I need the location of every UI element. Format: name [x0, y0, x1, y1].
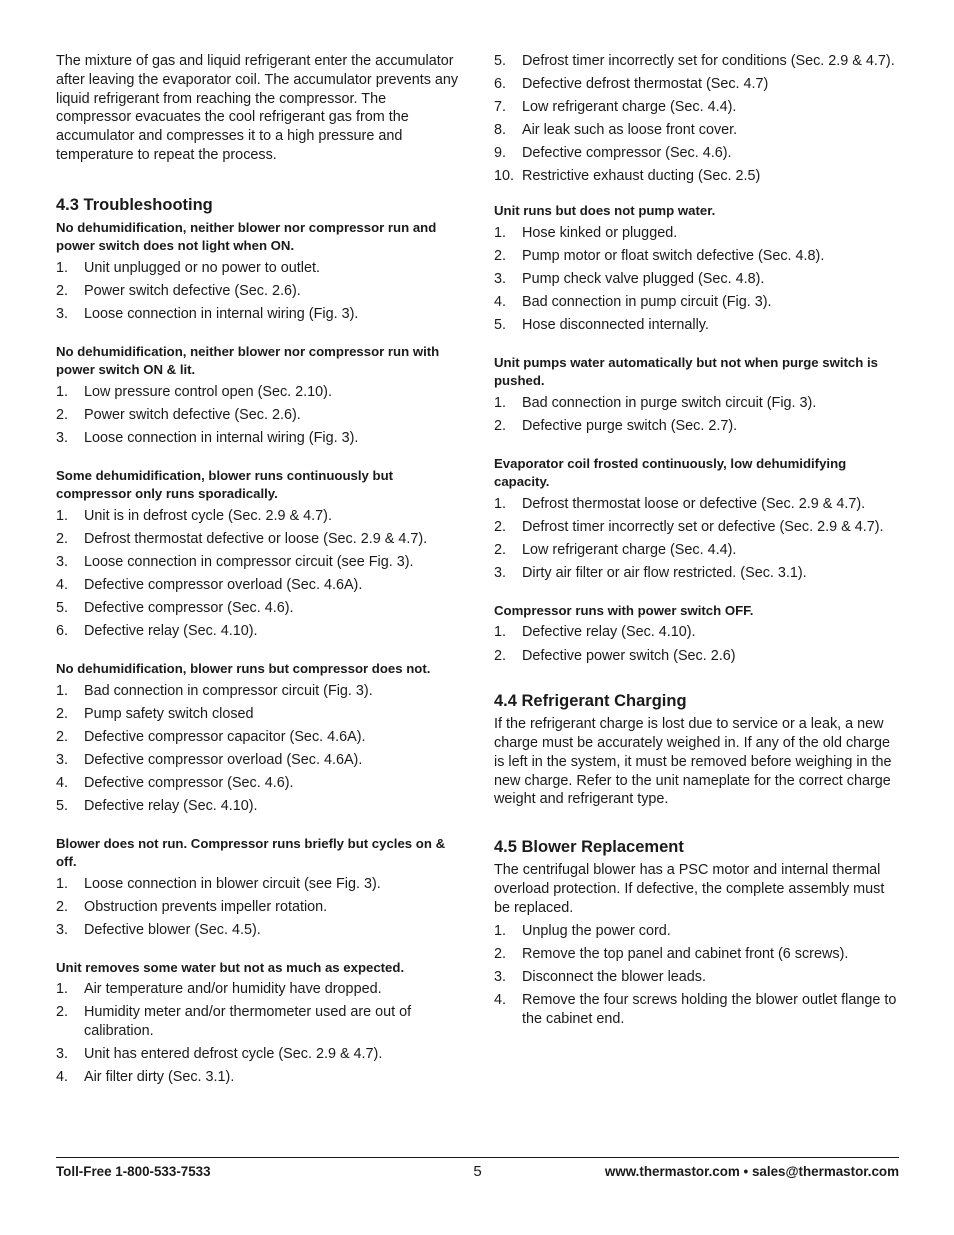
list-item-number: 2. [494, 247, 507, 264]
list-item-text: Low refrigerant charge (Sec. 4.4). [522, 99, 737, 116]
troubleshooting-group [56, 343, 461, 448]
list-item-number: 3. [494, 565, 507, 582]
cause-list [56, 383, 461, 448]
list-item [56, 797, 461, 816]
symptom-heading: Compressor runs with power switch OFF. [494, 602, 754, 618]
list-item [56, 576, 461, 595]
list-item [494, 495, 900, 514]
list-item-text: Loose connection in internal wiring (Fig. 3). [84, 429, 359, 446]
list-item-text: Defrost timer incorrectly set or defective (Sec. 2.9 & 4.7). [522, 518, 884, 535]
list-item-number: 5. [56, 600, 69, 617]
list-item-number: 7. [494, 99, 507, 116]
list-item [56, 622, 461, 641]
list-item [494, 945, 900, 964]
list-item [56, 1045, 461, 1064]
list-item [494, 224, 900, 243]
list-item-number: 2. [56, 728, 69, 745]
list-item [494, 144, 900, 163]
list-item-number: 1. [56, 259, 69, 276]
list-item-number: 2. [56, 1004, 69, 1021]
charging-paragraph: If the refrigerant charge is lost due to service or a leak, a new charge must be accurately weighed in. If any of the old charge is left in the system, it must be removed before weighing in the new charge. Refer to the unit nameplate for the correct charge weight and refrigerant type. [494, 716, 892, 808]
list-item-text: Power switch defective (Sec. 2.6). [84, 282, 301, 299]
list-item-number: 3. [494, 270, 507, 287]
list-item-text: Defrost timer incorrectly set for conditions (Sec. 2.9 & 4.7). [522, 53, 895, 69]
list-item-text: Humidity meter and/or thermometer used are out of calibration. [84, 1004, 412, 1040]
list-item-text: Loose connection in internal wiring (Fig. 3). [84, 305, 359, 322]
list-item [494, 518, 900, 537]
list-item-number: 1. [56, 507, 69, 524]
cause-list [494, 224, 900, 335]
list-item-number: 3. [56, 305, 69, 322]
list-item [494, 316, 900, 335]
blower-steps-list [494, 922, 900, 1029]
list-item-number: 2. [494, 647, 507, 664]
list-item [494, 417, 900, 436]
list-item-number: 2. [494, 418, 507, 435]
list-item [56, 1068, 461, 1087]
symptom-heading: Unit removes some water but not as much as expected. [56, 959, 405, 975]
list-item-number: 3. [494, 968, 507, 985]
list-item-text: Defective compressor (Sec. 4.6). [84, 774, 294, 791]
list-item-number: 4. [494, 991, 507, 1008]
list-item-number: 1. [56, 383, 69, 400]
list-item-text: Defective compressor overload (Sec. 4.6A). [84, 577, 363, 594]
troubleshooting-group [56, 219, 461, 324]
list-item-number: 2. [56, 406, 69, 423]
list-item-text: Air temperature and/or humidity have dropped. [84, 981, 382, 998]
list-item [56, 774, 461, 793]
cause-list [56, 875, 461, 940]
symptom-heading: Unit pumps water automatically but not when purge switch is pushed. [494, 354, 878, 389]
list-item-text: Bad connection in purge switch circuit (Fig. 3). [522, 394, 817, 411]
list-item [56, 599, 461, 618]
list-item-text: Defective relay (Sec. 4.10). [84, 797, 258, 814]
list-item [494, 968, 900, 987]
list-item [56, 282, 461, 301]
list-item-number: 2. [494, 518, 507, 535]
list-item [494, 121, 900, 140]
list-item-number: 9. [494, 145, 507, 162]
page-footer [56, 1157, 899, 1180]
list-item-number: 6. [494, 76, 507, 93]
list-item [56, 751, 461, 770]
list-item-number: 1. [494, 224, 507, 241]
list-item-text: Unit has entered defrost cycle (Sec. 2.9 & 4.7). [84, 1046, 383, 1063]
symptom-heading: No dehumidification, neither blower nor compressor run and power switch does not light when ON. [56, 219, 437, 254]
list-item-text: Loose connection in compressor circuit (see Fig. 3). [84, 553, 414, 570]
list-item-number: 3. [56, 429, 69, 446]
list-item-text: Bad connection in pump circuit (Fig. 3). [522, 294, 772, 311]
list-item-number: 2. [494, 542, 507, 559]
section-title-blower-replacement: 4.5 Blower Replacement [494, 838, 684, 857]
list-item-text: Dirty air filter or air flow restricted. (Sec. 3.1). [522, 565, 807, 582]
list-item-text: Pump safety switch closed [84, 705, 254, 722]
list-item-number: 3. [56, 751, 69, 768]
symptom-heading: Evaporator coil frosted continuously, low dehumidifying capacity. [494, 455, 847, 490]
list-item [56, 429, 461, 448]
symptom-heading: No dehumidification, blower runs but compressor does not. [56, 661, 431, 677]
list-item [56, 553, 461, 572]
troubleshooting-group [494, 602, 900, 665]
troubleshooting-group [494, 202, 900, 335]
list-item-text: Disconnect the blower leads. [522, 968, 706, 985]
list-item-text: Low refrigerant charge (Sec. 4.4). [522, 542, 737, 559]
section-title-troubleshooting: 4.3 Troubleshooting [56, 195, 213, 214]
list-item-text: Pump check valve plugged (Sec. 4.8). [522, 270, 765, 287]
list-item [494, 541, 900, 560]
list-item-number: 1. [56, 682, 69, 699]
list-item-number: 2. [56, 282, 69, 299]
list-item-text: Air leak such as loose front cover. [522, 122, 738, 139]
troubleshooting-groups [56, 219, 461, 1087]
cause-list [494, 623, 900, 665]
list-item-text: Defective compressor (Sec. 4.6). [522, 145, 732, 162]
list-item [56, 705, 461, 724]
symptom-heading: Some dehumidification, blower runs continuously but compressor only runs sporadically. [56, 467, 394, 502]
list-item-text: Defective blower (Sec. 4.5). [84, 921, 261, 938]
list-item-text: Hose kinked or plugged. [522, 224, 678, 241]
troubleshooting-group [56, 835, 461, 940]
list-item [494, 564, 900, 583]
list-item-number: 4. [56, 774, 69, 791]
symptom-heading: No dehumidification, neither blower nor compressor run with power switch ON & lit. [56, 343, 440, 378]
list-item-text: Loose connection in blower circuit (see Fig. 3). [84, 875, 381, 892]
list-item-text: Air filter dirty (Sec. 3.1). [84, 1069, 235, 1086]
troubleshooting-groups-continued [494, 202, 900, 665]
list-item [56, 259, 461, 278]
cause-list [494, 394, 900, 436]
cause-list [56, 980, 461, 1087]
list-item-number: 1. [494, 495, 507, 512]
list-item-number: 1. [494, 624, 507, 641]
list-item-number: 3. [56, 553, 69, 570]
cause-list [56, 259, 461, 324]
list-item [494, 98, 900, 117]
list-item-text: Unit is in defrost cycle (Sec. 2.9 & 4.7). [84, 507, 332, 524]
list-item [56, 383, 461, 402]
cause-list [56, 682, 461, 816]
intro-paragraph: The mixture of gas and liquid refrigerant enter the accumulator after leaving the evaporator coil. The accumulator prevents any liquid refrigerant from reaching the compressor. The compressor evacuates the cool refrigerant gas from the accumulator and compresses it to a high pressure and temperature to repeat the process. [56, 53, 459, 163]
list-item-number: 6. [56, 623, 69, 640]
list-item-text: Low pressure control open (Sec. 2.10). [84, 383, 332, 400]
list-item [494, 922, 900, 941]
list-item [494, 991, 900, 1029]
list-item [56, 728, 461, 747]
list-item-text: Remove the four screws holding the blower outlet flange to the cabinet end. [522, 991, 897, 1027]
list-item-number: 1. [494, 922, 507, 939]
list-item-number: 4. [494, 294, 507, 311]
list-item-number: 5. [494, 53, 507, 69]
list-item-text: Power switch defective (Sec. 2.6). [84, 406, 301, 423]
list-item-number: 4. [56, 1069, 69, 1086]
list-item-number: 5. [56, 797, 69, 814]
cause-list [56, 507, 461, 641]
list-item-number: 3. [56, 921, 69, 938]
list-item-text: Remove the top panel and cabinet front (6 screws). [522, 945, 849, 962]
list-item-text: Defective power switch (Sec. 2.6) [522, 647, 736, 664]
list-item-text: Defective compressor capacitor (Sec. 4.6A). [84, 728, 366, 745]
footer-phone: Toll-Free 1-800-533-7533 [56, 1164, 211, 1179]
list-item [56, 507, 461, 526]
list-item-text: Defective relay (Sec. 4.10). [84, 623, 258, 640]
troubleshooting-group [494, 354, 900, 436]
continued-list [494, 52, 900, 186]
list-item-text: Unit unplugged or no power to outlet. [84, 259, 321, 276]
list-item-number: 2. [56, 705, 69, 722]
symptom-heading: Blower does not run. Compressor runs briefly but cycles on & off. [56, 835, 446, 870]
list-item-number: 3. [56, 1046, 69, 1063]
list-item [56, 980, 461, 999]
list-item-number: 2. [56, 530, 69, 547]
list-item [494, 52, 900, 71]
list-item [494, 623, 900, 642]
list-item-text: Defective purge switch (Sec. 2.7). [522, 418, 738, 435]
list-item [56, 305, 461, 324]
list-item-text: Obstruction prevents impeller rotation. [84, 898, 328, 915]
list-item [56, 406, 461, 425]
troubleshooting-group [56, 467, 461, 641]
list-item [56, 530, 461, 549]
list-item-number: 8. [494, 122, 507, 139]
list-item-text: Defrost thermostat defective or loose (Sec. 2.9 & 4.7). [84, 530, 428, 547]
list-item [494, 394, 900, 413]
list-item-text: Bad connection in compressor circuit (Fig. 3). [84, 682, 373, 699]
list-item [494, 75, 900, 94]
list-item-number: 2. [56, 898, 69, 915]
page-number: 5 [473, 1163, 482, 1180]
list-item [56, 1003, 461, 1041]
list-item-number: 1. [56, 875, 69, 892]
list-item [494, 167, 900, 186]
list-item-text: Defective compressor overload (Sec. 4.6A). [84, 751, 363, 768]
cause-list [494, 495, 900, 583]
list-item [56, 898, 461, 917]
list-item [494, 247, 900, 266]
list-item [56, 921, 461, 940]
list-item-number: 1. [494, 394, 507, 411]
list-item [494, 647, 900, 666]
left-column [56, 52, 461, 1091]
footer-contact: www.thermastor.com • sales@thermastor.com [604, 1164, 899, 1179]
list-item-text: Pump motor or float switch defective (Sec. 4.8). [522, 247, 825, 264]
list-item-text: Restrictive exhaust ducting (Sec. 2.5) [522, 168, 761, 185]
blower-paragraph: The centrifugal blower has a PSC motor and internal thermal overload protection. If defective, the complete assembly must be replaced. [494, 862, 885, 916]
list-item-text: Defrost thermostat loose or defective (Sec. 2.9 & 4.7). [522, 495, 866, 512]
list-item-text: Hose disconnected internally. [522, 317, 709, 334]
symptom-heading: Unit runs but does not pump water. [494, 203, 716, 219]
list-item-text: Defective defrost thermostat (Sec. 4.7) [522, 76, 769, 93]
list-item-number: 2. [494, 945, 507, 962]
list-item [494, 293, 900, 312]
list-item-text: Defective compressor (Sec. 4.6). [84, 600, 294, 617]
list-item-text: Defective relay (Sec. 4.10). [522, 624, 696, 641]
troubleshooting-group [56, 959, 461, 1087]
list-item-number: 1. [56, 981, 69, 998]
list-item [56, 875, 461, 894]
section-title-refrigerant-charging: 4.4 Refrigerant Charging [494, 692, 687, 711]
list-item-text: Unplug the power cord. [522, 922, 671, 939]
list-item [56, 682, 461, 701]
list-item-number: 4. [56, 577, 69, 594]
list-item-number: 5. [494, 317, 507, 334]
list-item-number: 10. [494, 168, 515, 185]
list-item [494, 270, 900, 289]
troubleshooting-group [56, 660, 461, 816]
troubleshooting-group [494, 455, 900, 583]
right-column [494, 52, 900, 1033]
